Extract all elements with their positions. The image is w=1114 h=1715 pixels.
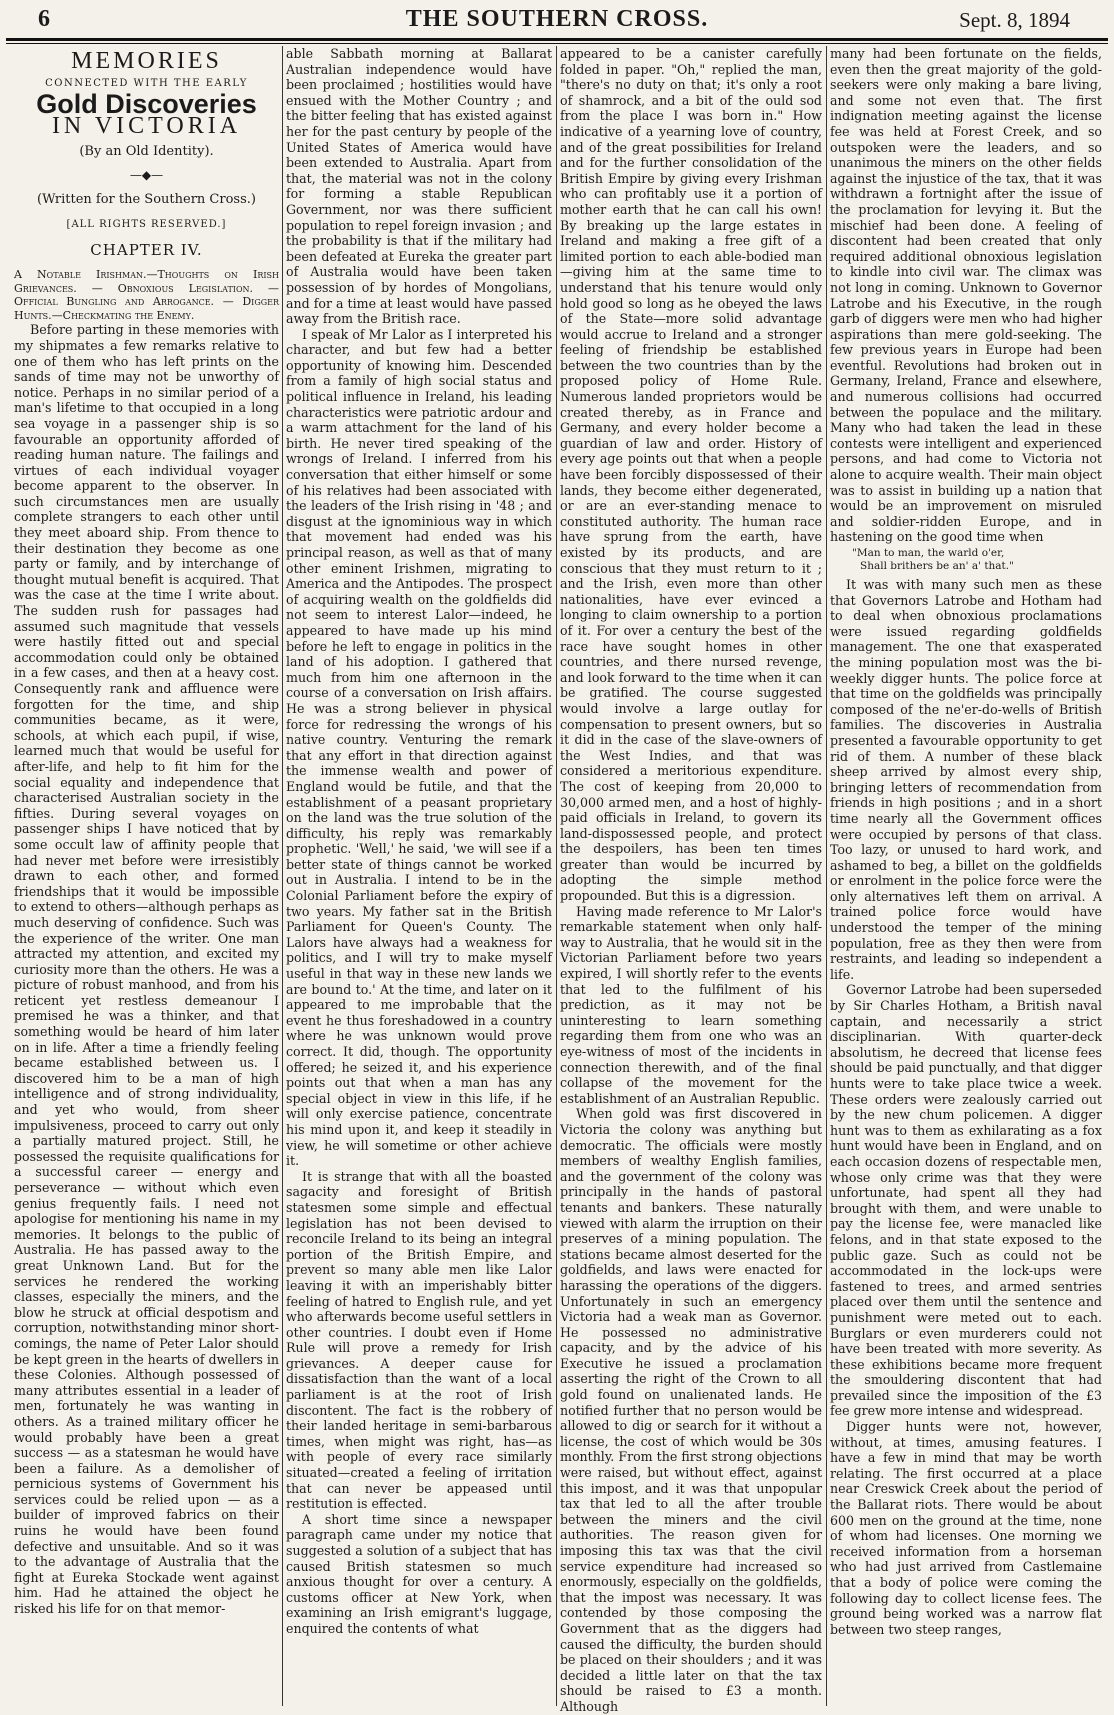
article-paragraph: Before parting in these memories with my shipmates a few remarks relative to one of them who has left prints on the sands of time may not be unworthy of notice. Perhaps in no similar period of a man's lifetime to that occupied in a long sea voyage in a passenger ship is so favourable an opportunity afforded of reading human nature. The failings and virtues of each individual voyager become apparent to the observer. In such circumstances men are usually complete strangers to each other until they meet aboard ship. From thence to their destination they become as one party or family, and by interchange of thought mutual benefit is acquired. That was the case at the time I write about. The sudden rush for passages had assumed such magnitude that vessels were hastily fitted out and special accommodation could only be obtained in a few cases, and then at a heavy cost. Consequently rank and affluence were forgotten for the time, and ship communities became, as it were, schools, at which each pupil, if wise, learned much that would be useful for after-life, and help to fit him for the social equality and independence that characterised Australian society in the fifties. During several voyages on passenger ships I have noticed that by some occult law of affinity people that had never met before were irresistibly drawn to each other, and formed friendships that it would be impossible to extend to others—although perhaps as much deserving of confidence. Such was the experience of the writer. One man attracted my attention, and excited my curiosity more than the others. He was a picture of robust manhood, and from his reticent yet restless demeanour I premised he was a thinker, and that something would be heard of him later on in life. After a time a friendly feeling became established between us. I discovered him to be a man of high intelligence and of strong individuality, and yet who would, from sheer impulsiveness, proceed to carry out only a partially matured project. Still, he possessed the requisite qualifications for a successful career — energy and perseverance — without which even genius frequently fails. I need not apologise for mentioning his name in my memories. It belongs to the public of Australia. He has passed away to the great Unknown Land. But for the services he rendered the working classes, especially the miners, and the blow he struck at official despotism and corruption, notwithstanding minor short-comings, the name of Peter Lalor should be kept green in the hearts of dwellers in these Colonies. Although possessed of many attributes essential in a leader of men, fortunately he was wanting in others. As a trained military officer he would probably have been a great success — as a statesman he would have been a failure. As a demolisher of pernicious systems of Government his services could be relied upon — as a builder of improved fabrics on their ruins he would have been found defective and unsuitable. And so it was to the advantage of Australia that the fight at Eureka Stockade went against him. Had he attained the object he risked his life for on that memor- (14, 322, 279, 1617)
poem-quote (852, 547, 1102, 573)
article-paragraph: I speak of Mr Lalor as I interpreted his character, and but few had a better opportunity of knowing him. Descended from a family of high social status and political influence in Ireland, his leading characteristics were patriotic ardour and a warm attachment for the land of his birth. He never tired speaking of the wrongs of Ireland. I inferred from his conversation that either himself or some of his relatives had been associated with the leaders of the Irish rising in '48 ; and disgust at the ignominious way in which that movement had ended was his principal reason, as well as that of many other eminent Irishmen, migrating to America and the Antipodes. The prospect of acquiring wealth on the goldfields did not seem to interest Lalor—indeed, he appeared to have made up his mind before he left to engage in politics in the land of his adoption. I gathered that much from him one afternoon in the course of a conversation on Irish affairs. He was a strong believer in physical force for redressing the wrongs of his native country. Venturing the remark that any effort in that direction against the immense wealth and power of England would be futile, and that the establishment of a peasant proprietary on the land was the true solution of the difficulty, his reply was remarkably prophetic. 'Well,' he said, 'we will see if a better state of things cannot be worked out in Australia. I intend to be in the Colonial Parliament before the expiry of two years. My father sat in the British Parliament for Queen's County. The Lalors have always had a weakness for politics, and I will try to make myself useful in that way in these new lands we are bound to.' At the time, and later on it appeared to me improbable that the event he thus foreshadowed in a country where he was unknown would prove correct. It did, though. The opportunity offered; he seized it, and his experience points out that when a man has any special object in view in this life, if he will only exercise patience, concentrate his mind upon it, and keep it steadily in view, he will sometime or other achieve it. (286, 326, 552, 1169)
column-2 (286, 46, 552, 1706)
column-divider (282, 46, 283, 1706)
quote-line: "Man to man, the warld o'er, (852, 547, 1005, 559)
article-paragraph: appeared to be a canister carefully folded in paper. "Oh," replied the man, "there's no duty on that; it's only a root of shamrock, and a bit of the ould sod from the place I was born in." How indicative of a yearning love of country, and of the great possibilities for Ireland and for the further consolidation of the British Empire by giving every Irishman who can profitably use it a portion of mother earth that he can call his own! By breaking up the large estates in Ireland and making a free gift of a limited portion to each able-bodied man—giving him at the same time to understand that his tenure would only hold good so long as he obeyed the laws of the State—more solid advantage would accrue to Ireland and a stronger feeling of friendship be established between the two countries than by the proposed policy of Home Rule. Numerous landed proprietors would be created thereby, as in France and Germany, and every holder become a guardian of law and order. History of every age points out that when a people have been forcibly dispossessed of their lands, they become either degenerated, or are an ever-standing menace to constituted authority. The human race have sprung from the earth, have existed by its products, and are conscious that they must return to it ; and the Irish, even more than other nationalities, have ever evinced a longing to claim ownership to a portion of it. For over a century the best of the race have sought homes in other countries, and there nursed revenge, and look forward to the time when it can be gratified. The course suggested would involve a large outlay for compensation to present owners, but so it did in the case of the slave-owners of the West Indies, and that was considered a meritorious expenditure. The cost of keeping from 20,000 to 30,000 armed men, and a host of highly-paid officials in Ireland, to govern its land-dispossessed people, and protect the despoilers, has been ten times greater than would be incurred by adopting the simple method propounded. But this is a digression. (560, 46, 822, 904)
page-number: 6 (38, 6, 50, 32)
written-for-note: (Written for the Southern Cross.) (37, 191, 256, 207)
issue-date: Sept. 8, 1894 (959, 8, 1070, 32)
article-paragraph: It was with many such men as these that Governors Latrobe and Hotham had to deal when obnoxious proclamations were issued regarding goldfields management. The one that exasperated the mining population most was the bi-weekly digger hunts. The police force at that time on the goldfields was principally composed of the ne'er-do-wells of British families. The discoveries in Australia presented a favourable opportunity to get rid of them. A number of these black sheep arrived by almost every ship, bringing letters of recommendation from friends in high positions ; and in a short time nearly all the Government offices were occupied by persons of that class. Too lazy, or unused to hard work, and ashamed to beg, a billet on the goldfields or enrolment in the police force were the only alternatives left them on arrival. A trained police force would have understood the temper of the mining population, free as they then were from restraints, and leading so independent a life. (830, 577, 1102, 982)
article-paragraph: able Sabbath morning at Ballarat Australian independence would have been proclaimed ; hostilities would have ensued with the Mother Country ; and the bitter feeling that has existed against her for the past century by people of the United States of America would have been extended to Australia. Apart from that, the material was not in the colony for forming a stable Republican Government, nor was there sufficient population to repel foreign invasion ; and the probability is that if the military had been defeated at Eureka the greater part of Australia would have been taken possession of by hordes of Mongolians, and for a time at least would have passed away from the British race. (286, 46, 552, 327)
heading-gold-discoveries: Gold Discoveries (36, 89, 257, 120)
heading-memories: MEMORIES (71, 48, 222, 74)
article-paragraph: When gold was first discovered in Victoria the colony was anything but democratic. The officials were mostly members of wealthy English families, and the government of the colony was principally in the hands of pastoral tenants and bankers. These naturally viewed with alarm the irruption on their preserves of a mining population. The stations became almost deserted for the goldfields, and laws were enacted for harassing the operations of the diggers. Unfortunately in such an emergency Victoria had a weak man as Governor. He possessed no administrative capacity, and by the advice of his Executive he issued a proclamation asserting the right of the Crown to all gold found on unalienated lands. He notified further that no person would be allowed to dig or search for it without a license, the cost of which would be 30s monthly. From the first strong objections were raised, but without effect, against this impost, and it was that unpopular tax that led to all the after trouble between the miners and the civil authorities. The reason given for imposing this tax was that the civil service expenditure had increased so enormously, especially on the goldfields, that the impost was necessary. It was contended by those composing the Government that as the diggers had caused the difficulty, the burden should be placed on their shoulders ; and it was decided a little later on that the tax should be raised to £3 a month. Although (560, 1106, 822, 1714)
article-paragraph: Having made reference to Mr Lalor's remarkable statement when only half-way to Australia, that he would sit in the Victorian Parliament before two years expired, I will shortly refer to the events that led to the fulfilment of his prediction, as it may not be uninteresting to learn something regarding them from one who was an eye-witness of most of the incidents in connection therewith, and of the final collapse of the movement for the establishment of an Australian Republic. (560, 903, 822, 1106)
ornament-divider: —◆— (129, 167, 164, 182)
column-divider (556, 46, 557, 1706)
masthead (0, 0, 1114, 40)
newspaper-title: THE SOUTHERN CROSS. (405, 6, 709, 32)
column-4 (830, 46, 1102, 1706)
masthead-rule-thick (6, 38, 1108, 41)
article-paragraph: Governor Latrobe had been superseded by Sir Charles Hotham, a British naval captain, and necessarily a strict disciplinarian. With quarter-deck absolutism, he decreed that license fees should be paid punctually, and that digger hunts were to take place twice a week. These orders were zealously carried out by the new chum policemen. A digger hunt was to them as exhilarating as a fox hunt would have been in England, and on each occasion dozens of respectable men, whose only crime was that they were unfortunate, had spent all they had brought with them, and were unable to pay the license fee, were manacled like felons, and in that state exposed to the public gaze. Such as could not be accommodated in the lock-ups were fastened to trees, and armed sentries placed over them until the sentence and punishment were meted out to each. Burglars or even murderers could not have been treated with more severity. As these exhibitions became more frequent the smouldering discontent that had prevailed since the imposition of the £3 fee grew more intense and widespread. (830, 982, 1102, 1419)
column-1 (14, 46, 279, 1706)
article-paragraph: many had been fortunate on the fields, even then the great majority of the gold-seekers were only making a bare living, and some not even that. The first indignation meeting against the license fee was held at Forest Creek, and so outspoken were the leaders, and so unanimous the miners on the other fields against the injustice of the tax, that it was withdrawn a fortnight after the issue of the proclamation for levying it. But the mischief had been done. A feeling of discontent had been created that only required additional obnoxious legislation to kindle into civil war. The climax was not long in coming. Unknown to Governor Latrobe and his Executive, in the rough garb of diggers were men who had higher aspirations than mere gold-seeking. The few previous years in Europe had been eventful. Revolutions had broken out in Germany, Ireland, France and elsewhere, and numerous collisions had occurred between the populace and the military. Many who had taken the lead in these contests were intelligent and experienced persons, and had come to Victoria not alone to acquire wealth. Their main object was to assist in building up a nation that would be an improvement on misruled and soldier-ridden Europe, and in hastening on the good time when (830, 46, 1102, 545)
article-paragraph: It is strange that with all the boasted sagacity and foresight of British statesmen some simple and effectual legislation has not been devised to reconcile Ireland to its being an integral portion of the British Empire, and prevent so many able men like Lalor leaving it with an imperishably bitter feeling of hatred to English rule, and yet who afterwards become useful settlers in other countries. I doubt even if Home Rule will prove a remedy for Irish grievances. A deeper cause for dissatisfaction than the want of a local parliament is at the root of Irish discontent. The fact is the robbery of their landed heritage in semi-barbarous times, when might was right, has—as with people of every race similarly situated—created a feeling of irritation that can never be appeased until restitution is effected. (286, 1168, 552, 1512)
rights-notice: [ALL RIGHTS RESERVED.] (66, 219, 227, 231)
masthead-rule-thin (6, 43, 1108, 44)
chapter-synopsis: A Notable Irishman.—Thoughts on Irish Grievances. — Obnoxious Legislation. — Official Bungling and Arrogance. — Digger Hunts.—Checkmating the Enemy. (14, 268, 279, 322)
heading-in-victoria: IN VICTORIA (51, 112, 242, 139)
heading-connected: CONNECTED WITH THE EARLY (45, 77, 248, 89)
quote-line: Shall brithers be an' a' that." (860, 560, 1014, 572)
column-divider (826, 46, 827, 1706)
byline: (By an Old Identity). (79, 144, 214, 160)
article-paragraph: Digger hunts were not, however, without, at times, amusing features. I have a few in mind that may be worth relating. The first occurred at a place near Creswick Creek about the period of the Ballarat riots. There would be about 600 men on the ground at the time, none of whom had licenses. One morning we received information from a horseman who had just arrived from Castlemaine that a body of police were coming the following day to collect license fees. The ground being worked was a narrow flat between two steep ranges, (830, 1419, 1102, 1637)
column-3 (560, 46, 822, 1714)
chapter-heading: CHAPTER IV. (90, 240, 203, 259)
article-paragraph: A short time since a newspaper paragraph came under my notice that suggested a solution of a subject that has caused British statesmen so much anxious thought for over a century. A customs officer at New York, when examining an Irish emigrant's luggage, enquired the contents of what (286, 1511, 552, 1636)
